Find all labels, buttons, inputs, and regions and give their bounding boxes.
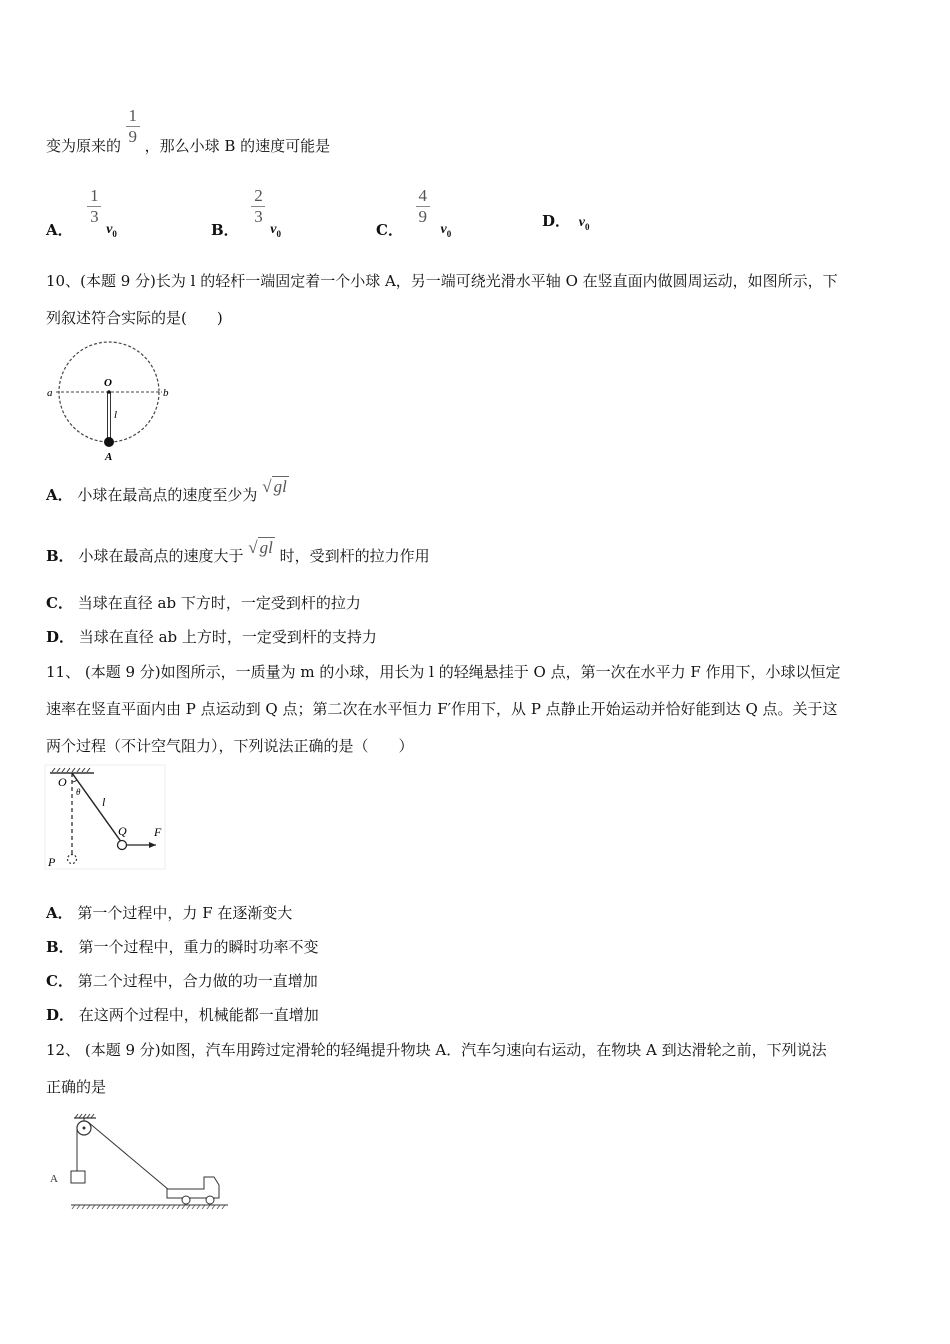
q10-figure-rod-circle (44, 340, 174, 465)
q9-option-a: A． $\frac{1}{3}$ $v_0$ (46, 186, 117, 239)
q11-option-b: B． 第一个过程中，重力的瞬时功率不变 (46, 938, 319, 956)
q12-stem-line1: 12、 (本题 9 分)如图，汽车用跨过定滑轮的轻绳提升物块 A．汽车匀速向右运动，在物块 A 到达滑轮之前，下列说法 (46, 1041, 827, 1059)
q11-stem-line1: 11、 (本题 9 分)如图所示，一质量为 m 的小球，用长为 l 的轻绳悬挂于 O 点，第一次在水平力 F 作用下，小球以恒定 (46, 663, 841, 681)
svg-text:O: O (104, 377, 112, 389)
svg-text:b: b (163, 387, 169, 399)
svg-text:O: O (58, 775, 67, 789)
svg-text:A: A (105, 451, 113, 463)
svg-text:l: l (114, 409, 118, 421)
q9-suffix: ，那么小球 B 的速度可能是 (144, 136, 331, 155)
svg-text:A: A (50, 1173, 58, 1185)
q12-stem-line2: 正确的是 (46, 1078, 107, 1096)
q10-option-d: D． 当球在直径 ab 上方时，一定受到杆的支持力 (46, 628, 377, 646)
q9-option-b: B． $\frac{2}{3}$ $v_0$ (211, 186, 281, 239)
q10-stem-line2: 列叙述符合实际的是( ) (46, 309, 223, 327)
q10-stem-line1: 10、(本题 9 分)长为 l 的轻杆一端固定着一个小球 A，另一端可绕光滑水平轴 O 在竖直面内做圆周运动，如图所示，下 (46, 272, 838, 290)
q11-figure-pendulum (44, 764, 169, 872)
q9-fraction: $\frac{1}{9}$ (126, 107, 140, 146)
q9-option-d: D． $v_0$ (542, 212, 590, 232)
q10-option-a: A． 小球在最高点的速度至少为 √ gl (46, 477, 287, 504)
q12-figure-truck-pulley (46, 1112, 236, 1217)
q9-prefix: 变为原来的 (46, 136, 122, 155)
svg-text:P: P (48, 855, 56, 869)
svg-text:a: a (47, 387, 53, 399)
svg-text:θ: θ (76, 787, 81, 797)
sqrt-gl: √ gl (262, 477, 287, 496)
svg-text:F: F (154, 825, 162, 839)
svg-text:l: l (102, 795, 106, 809)
svg-text:Q: Q (118, 824, 127, 838)
q11-option-c: C． 第二个过程中，合力做的功一直增加 (46, 972, 318, 990)
q11-option-d: D． 在这两个过程中，机械能都一直增加 (46, 1006, 319, 1024)
sqrt-gl: √ gl (248, 538, 273, 557)
q11-option-a: A． 第一个过程中，力 F 在逐渐变大 (46, 904, 293, 922)
q9-option-c: C． $\frac{4}{9}$ $v_0$ (376, 186, 452, 239)
q10-option-c: C． 当球在直径 ab 下方时，一定受到杆的拉力 (46, 594, 361, 612)
q11-stem-line2: 速率在竖直平面内由 P 点运动到 Q 点；第二次在水平恒力 F′作用下，从 P 点静止开始运动并恰好能到达 Q 点。关于这 (46, 700, 838, 718)
q11-stem-line3: 两个过程（不计空气阻力），下列说法正确的是（ ） (46, 737, 414, 755)
q9-stem-tail (46, 103, 331, 155)
q10-option-b: B． 小球在最高点的速度大于 √ gl 时，受到杆的拉力作用 (46, 538, 430, 565)
